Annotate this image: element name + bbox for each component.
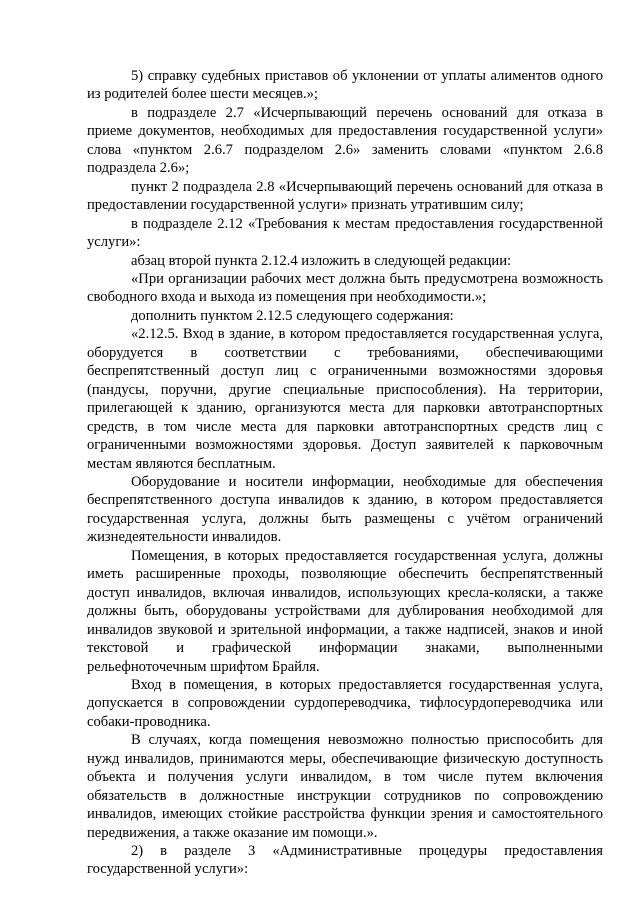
paragraph-clause-2-12-4-intro: абзац второй пункта 2.12.4 изложить в следующей редакции: bbox=[131, 252, 512, 269]
paragraph-equipment: Оборудование и носители информации, необходимые для обеспечения беспрепятственного доступа инвалидов к зданию, в котором предоставляется государственная услуга, должны быть размещены с учётом ограничений жизнедеятельности инвалидов. bbox=[87, 473, 603, 546]
paragraph-subsection-2-8: пункт 2 подраздела 2.8 «Исчерпывающий перечень оснований для отказа в предоставлении государственной услуги» признать утратившим силу; bbox=[87, 178, 603, 214]
paragraph-premises: Помещения, в которых предоставляется государственная услуга, должны иметь расширенные проходы, позволяющие обеспечить беспрепятственный доступ инвалидов, включая инвалидов, использующих кресла-коляски, а также должны быть, оборудованы устройствами для дублирования необходимой для инвалидов звуковой и зрительной информации, а также надписей, знаков и иной текстовой и графической информации знаками, выполненными рельефноточечным шрифтом Брайля. bbox=[87, 547, 603, 675]
paragraph-clause-2-12-4-text: «При организации рабочих мест должна быть предусмотрена возможность свободного входа и выхода из помещения при необходимости.»; bbox=[87, 270, 603, 306]
paragraph-subsection-2-12: в подразделе 2.12 «Требования к местам предоставления государственной услуги»: bbox=[87, 215, 603, 251]
paragraph-clause-2-12-5-intro: дополнить пунктом 2.12.5 следующего содержания: bbox=[131, 307, 454, 324]
paragraph-section-3: 2) в разделе 3 «Административные процедуры предоставления государственной услуги»: bbox=[87, 843, 603, 878]
paragraph-item-5-bailiff-certificate: 5) справку судебных приставов об уклонении от уплаты алиментов одного из родителей более шести месяцев.»; bbox=[87, 68, 603, 103]
paragraph-adaptation-measures: В случаях, когда помещения невозможно полностью приспособить для нужд инвалидов, принимаются меры, обеспечивающие физическую доступность объекта и получения услуги инвалидом, в том числе путем включения обязательств в должностные инструкции сотрудников по сопровождению инвалидов, имеющих стойкие расстройства функции зрения и самостоятельного передвижения, а также оказание им помощи.». bbox=[87, 732, 603, 841]
paragraph-clause-2-12-5-entrance: «2.12.5. Вход в здание, в котором предоставляется государственная услуга, оборудуется в соответствии с требованиями, обеспечивающими беспрепятственный доступ лиц с ограниченными возможностями здоровья (пандусы, поручни, другие специальные приспособления). На территории, прилегающей к зданию, организуются места для парковки автотранспортных средств, в том числе места для парковки автотранспортных средств лиц с ограниченными возможностями здоровья. Доступ заявителей к парковочным местам являются бесплатным. bbox=[87, 326, 603, 472]
paragraph-entry-escort: Вход в помещения, в которых предоставляется государственная услуга, допускается в сопровождении сурдопереводчика, тифлосурдопереводчика или собаки-проводника. bbox=[87, 676, 603, 730]
paragraph-subsection-2-7: в подразделе 2.7 «Исчерпывающий перечень оснований для отказа в приеме документов, необходимых для предоставления государственной услуги» слова «пунктом 2.6.7 подразделом 2.6» заменить словами «пунктом 2.6.8 подраздела 2.6»; bbox=[87, 104, 603, 177]
document-body bbox=[87, 67, 603, 879]
